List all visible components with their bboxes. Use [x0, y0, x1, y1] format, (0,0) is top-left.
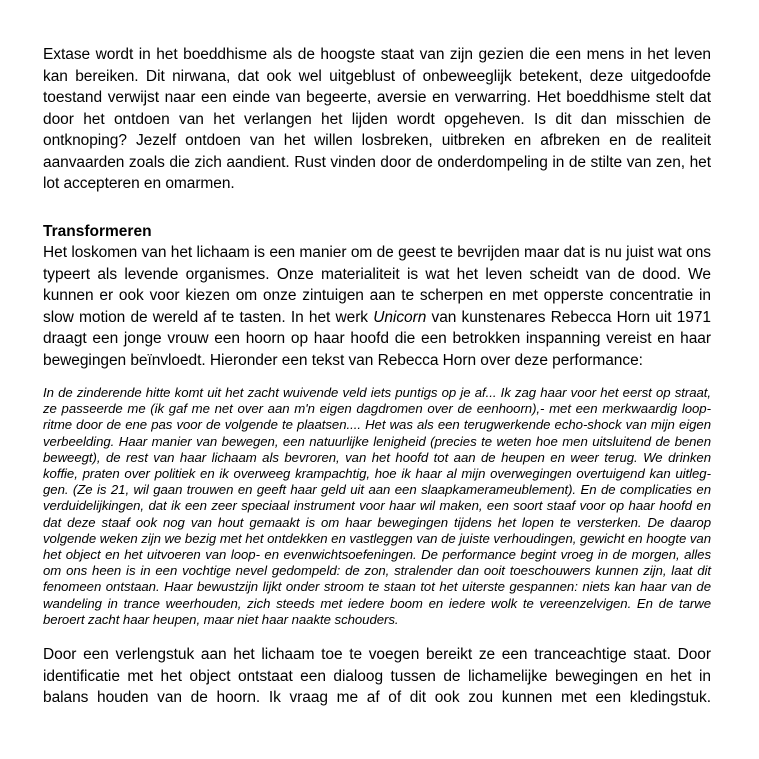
paragraph-verlengstuk: Door een verlengstuk aan het lichaam toe te voegen bereikt ze een tranceachtige staat. Door identificatie met het object ontstaat een dialoog tussen de lichamelijke bewegingen en het in balans houden van de hoorn. Ik vraag me af of dit ook zou kunnen met een kledingstuk.	[43, 646, 711, 707]
paragraph-transformeren-text-after: van kunstenares Rebecca Horn uit 1971 draagt een jonge vrouw een hoorn op haar hoofd die een betrokken inspanning vereist en haar bewegingen beïnvloedt. Hieronder een tekst van Rebecca Horn over deze performance:	[43, 308, 711, 369]
paragraph-transformeren-text-before: Het loskomen van het lichaam is een manier om de geest te bevrijden maar dat is nu juist wat ons typeert als levende organismes. Onze materialiteit is wat het leven scheidt van de dood. We kunnen er ook voor kiezen om onze zintuigen aan te scherpen en met opperste concentratie in slow motion de wereld af te tasten. In het werk	[43, 244, 711, 326]
paragraph-transformeren	[43, 242, 711, 371]
paragraph-extase: Extase wordt in het boeddhisme als de hoogste staat van zijn gezien die een mens in het leven kan bereiken. Dit nirwana, dat ook wel uitgeblust of onbeweeglijk betekent, deze uitgedoofde toestand verwijst naar een einde van begeerte, aversie en verwarring. Het boeddhisme stelt dat door het ontdoen van het verlangen het lijden wordt opgeheven. Is dit dan misschien de ontknoping? Jezelf ontdoen van het willen losbreken, uitbreken en afbreken en de realiteit aanvaarden zoals die zich aandient. Rust vinden door de onderdompeling in de stilte van zen, het lot accepteren en omarmen.	[43, 46, 711, 192]
section-heading-transformeren: Transformeren	[43, 222, 152, 240]
document-content	[43, 44, 711, 709]
rebecca-horn-performance-quote: In de zinderende hitte komt uit het zacht wuivende veld iets puntigs op je af... Ik zag haar voor het eerst op straat, ze passeerde me (ik gaf me net over aan m'n eigen dagdromen over de eenhoorn),- met een merkwaardig loopritme door de ene pas voor de volgende te plaatsen.... Het was als een terugwerkende echo-shock van mijn eigen verbeelding. Haar manier van bewegen, een natuurlijke lenigheid (precies te weten hoe men uitsluitend de benen beweegt), de rest van haar lichaam als bevroren, van het hoofd tot aan de heupen en weer terug. We drinken koffie, praten over politiek en ik overweeg krampachtig, hoe ik haar al mijn overwegingen overtuigend kan uitleggen. (Ze is 21, wil gaan trouwen en geeft haar geld uit aan een slaapkamerameublement). En de complicaties en verduidelijkingen, dat ik een zeer speciaal instrument voor haar wil maken, een soort staaf voor op haar hoofd en dat deze staaf ook nog van hout gemaakt is om haar bewegingen tijdens het lopen te versterken. De daarop volgende weken zijn we bezig met het ontdekken en vastleggen van de juiste verhoudingen, gewicht en hoogte van het object en het uitvoeren van loop- en evenwichtsoefeningen. De performance begint vroeg in de morgen, alles om ons heen is in een vochtige nevel gedompeld: de zon, stralender dan ooit toeschouwers kunnen zijn, laat dit fenomeen ontstaan. Haar bewustzijn lijkt onder stroom te staan tot het uiterste gespannen: niets kan haar van de wandeling in trance weerhouden, zich steeds met iedere boom en iedere wolk te vereenzelvigen. En de tarwe beroert zacht haar heupen, maar niet haar naakte schouders.	[43, 385, 711, 627]
artwork-title-unicorn: Unicorn	[373, 308, 427, 326]
